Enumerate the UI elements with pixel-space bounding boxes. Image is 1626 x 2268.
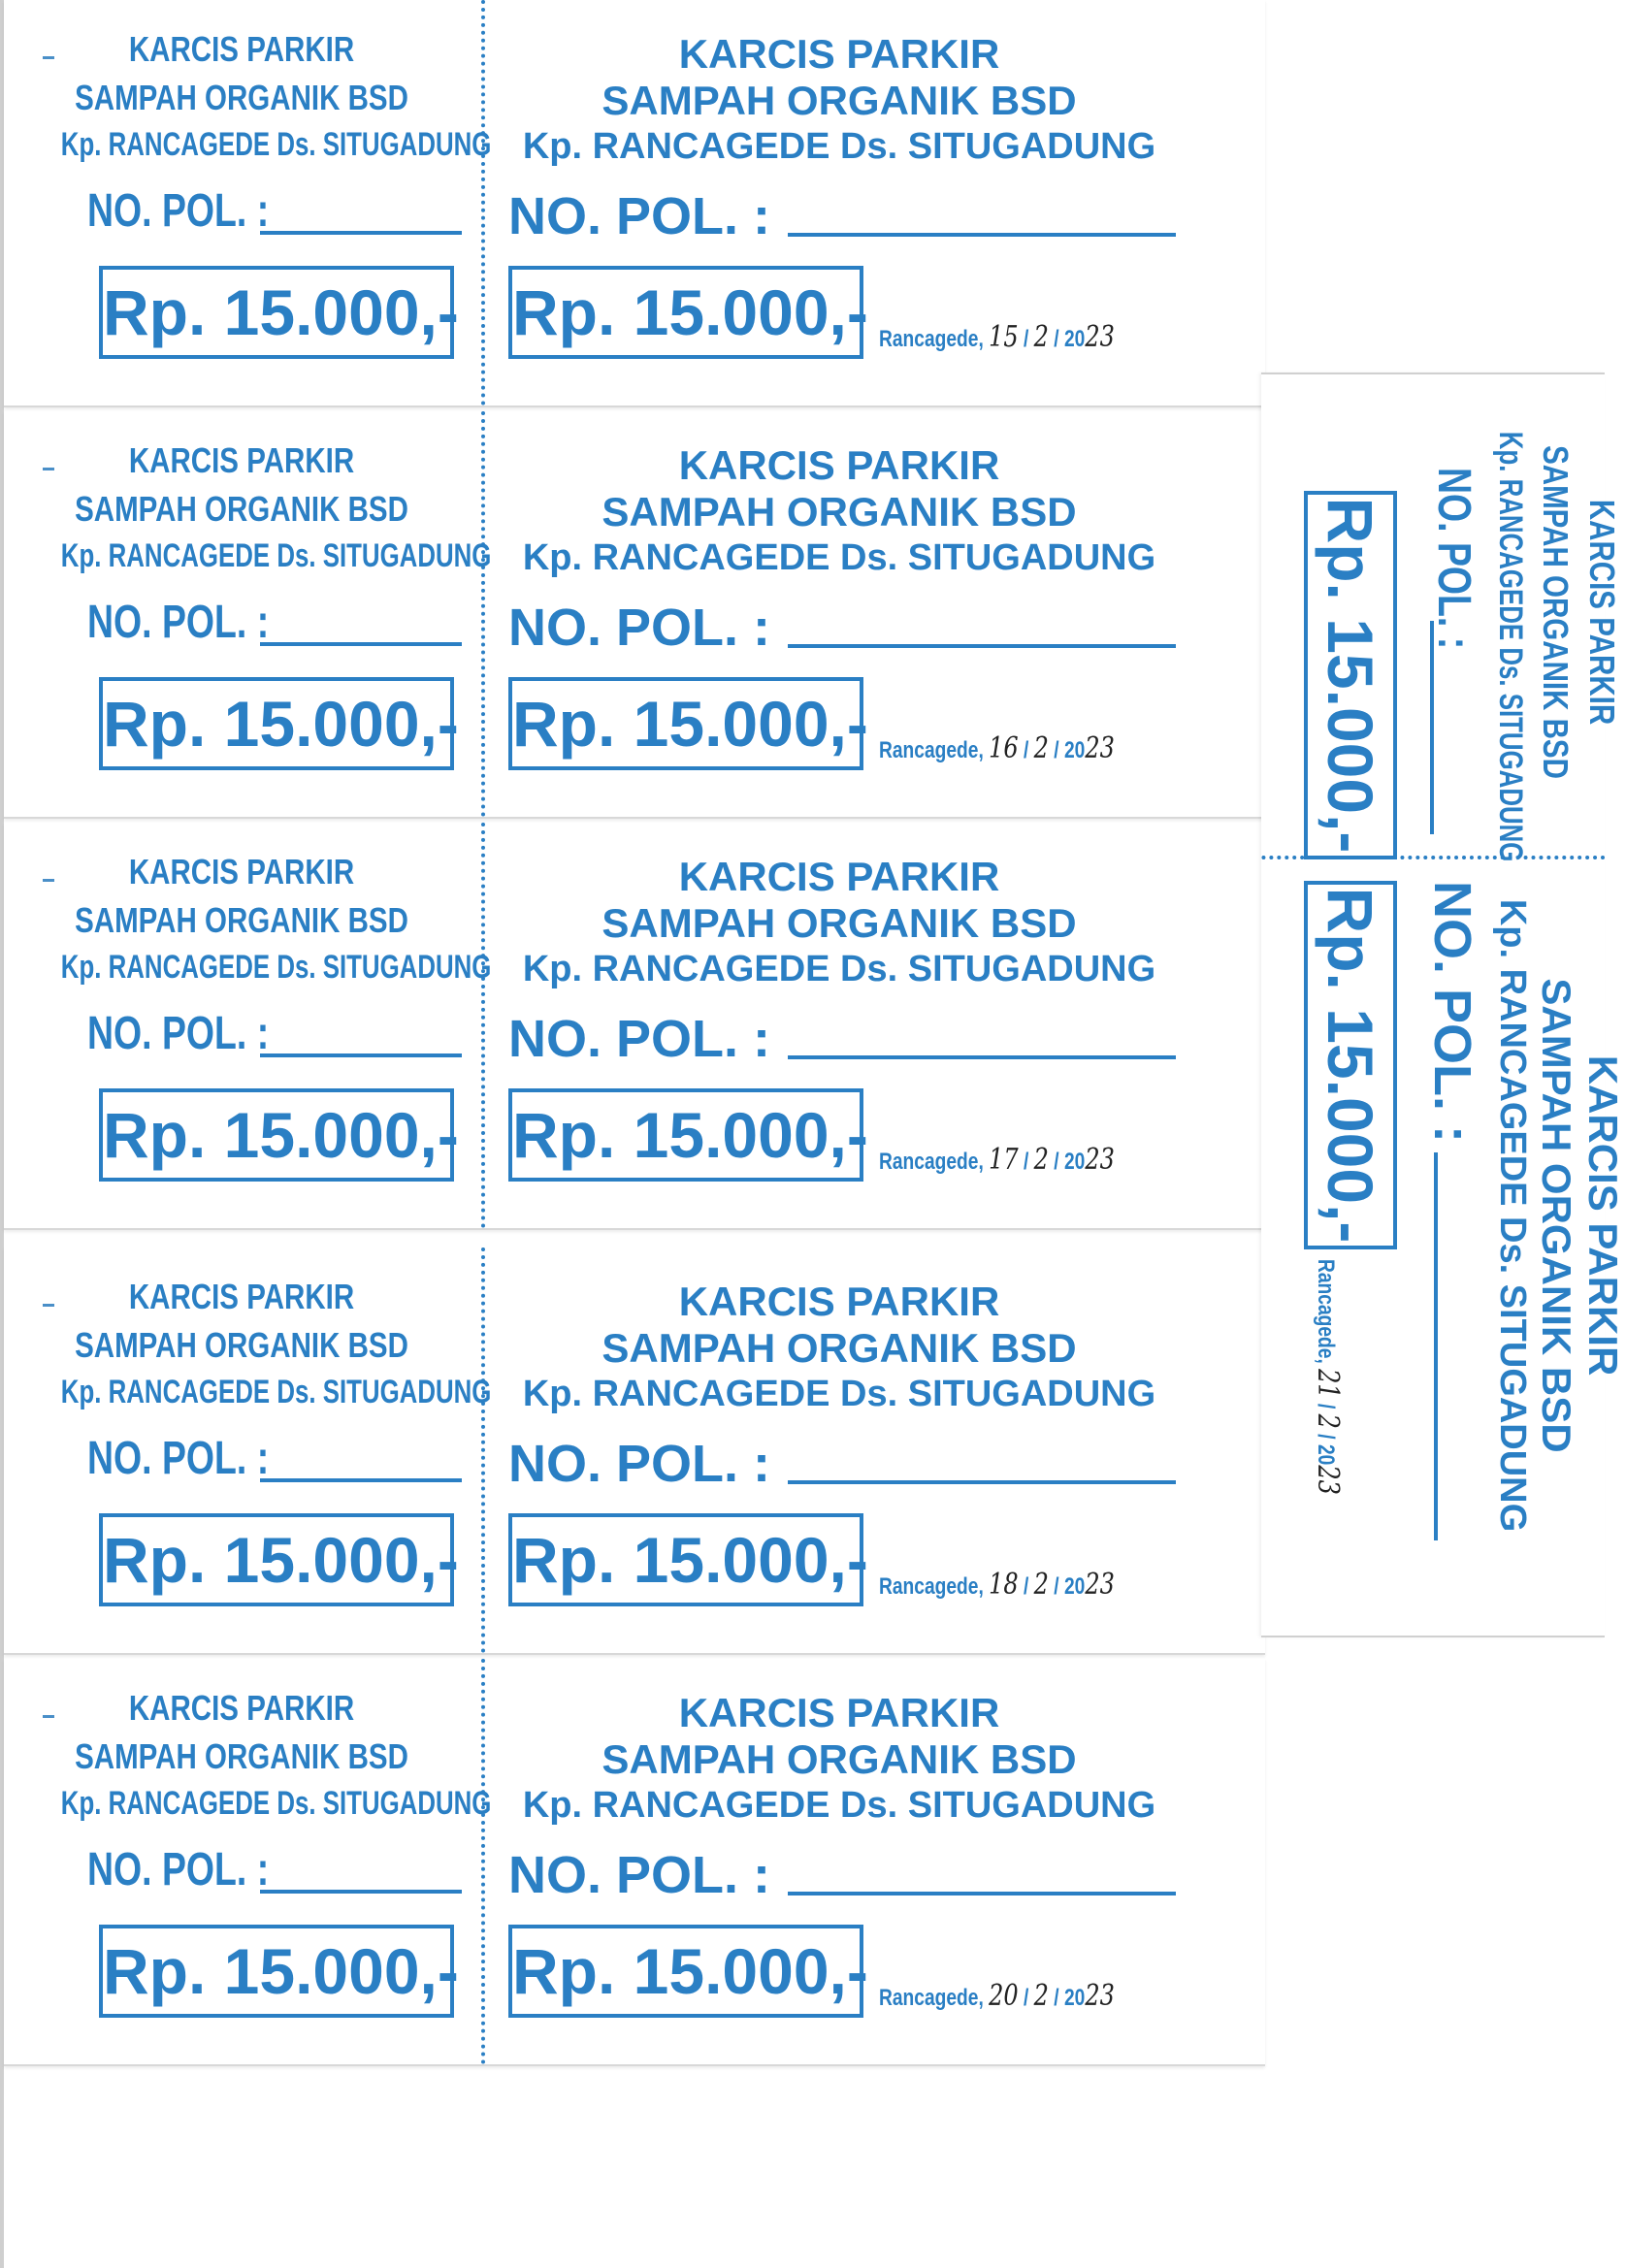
main-subtitle: SAMPAH ORGANIK BSD: [602, 900, 1077, 946]
date-day: 18: [989, 1568, 1019, 1602]
date-year: 23: [1311, 1465, 1345, 1495]
place-label: Rancagede,: [879, 1149, 984, 1175]
date-month: 2: [1033, 1568, 1049, 1602]
stub-nopol-label: NO. POL. :: [1428, 468, 1480, 650]
stub-address: Kp. RANCAGEDE Ds. SITUGADUNG: [60, 949, 492, 986]
stub-nopol-label: NO. POL. :: [87, 1433, 270, 1484]
year-prefix: 20: [1063, 1573, 1086, 1600]
parking-ticket-4: [4, 1247, 1265, 1655]
date-year: 23: [1085, 1979, 1115, 2013]
stub-nopol-line: [260, 1053, 462, 1057]
main-title: KARCIS PARKIR: [678, 1690, 1000, 1735]
main-title: KARCIS PARKIR: [1580, 1054, 1626, 1377]
stub-title: KARCIS PARKIR: [128, 1688, 355, 1728]
stub-subtitle: SAMPAH ORGANIK BSD: [75, 489, 408, 529]
place-date: Rancagede, 15 / 2 / 2023: [879, 320, 1115, 354]
ticket-stub: [4, 1247, 492, 1653]
stub-price-box: Rp. 15.000,-: [99, 1513, 454, 1606]
main-address: Kp. RANCAGEDE Ds. SITUGADUNG: [522, 949, 1156, 989]
ticket-stub: [4, 823, 492, 1228]
year-prefix: 20: [1063, 1149, 1086, 1175]
parking-ticket-5: [4, 1659, 1265, 2066]
ticket-main: [485, 0, 1265, 405]
stub-price-box: Rp. 15.000,-: [99, 266, 454, 359]
stub-price-box: Rp. 15.000,-: [1304, 491, 1397, 859]
place-date: Rancagede, 16 / 2 / 2023: [879, 731, 1115, 765]
ticket-main: [485, 1659, 1265, 2064]
main-address: Kp. RANCAGEDE Ds. SITUGADUNG: [522, 126, 1156, 167]
main-subtitle: SAMPAH ORGANIK BSD: [1534, 978, 1579, 1453]
date-day: 15: [989, 320, 1019, 354]
ticket-stub: [1261, 374, 1622, 862]
stub-address: Kp. RANCAGEDE Ds. SITUGADUNG: [60, 126, 492, 163]
stub-subtitle: SAMPAH ORGANIK BSD: [1536, 445, 1576, 779]
ticket-main: [1261, 861, 1626, 1636]
parking-ticket-1: [4, 0, 1265, 407]
stub-nopol-label: NO. POL. :: [87, 1844, 270, 1895]
date-year: 23: [1085, 320, 1115, 354]
place-date: Rancagede, 18 / 2 / 2023: [879, 1568, 1115, 1602]
date-year: 23: [1085, 731, 1115, 765]
stub-price-box: Rp. 15.000,-: [99, 1088, 454, 1182]
main-nopol-line: [788, 1892, 1176, 1895]
date-day: 20: [989, 1979, 1019, 2013]
ticket-stub: [4, 411, 492, 817]
main-price-box: Rp. 15.000,-: [508, 677, 863, 770]
main-nopol-line: [788, 1055, 1176, 1059]
place-date: Rancagede, 21 / 2 / 2023: [1311, 1259, 1345, 1495]
place-label: Rancagede,: [879, 326, 984, 352]
main-nopol-label: NO. POL. :: [508, 1435, 770, 1493]
main-price-box: Rp. 15.000,-: [508, 1925, 863, 2018]
stub-subtitle: SAMPAH ORGANIK BSD: [75, 1325, 408, 1365]
stub-subtitle: SAMPAH ORGANIK BSD: [75, 1736, 408, 1776]
main-nopol-line: [788, 644, 1176, 648]
parking-ticket-2: [4, 411, 1265, 819]
main-subtitle: SAMPAH ORGANIK BSD: [602, 489, 1077, 535]
place-label: Rancagede,: [879, 1573, 984, 1600]
date-month: 2: [1033, 1979, 1049, 2013]
year-prefix: 20: [1063, 737, 1086, 763]
stub-title: KARCIS PARKIR: [128, 852, 355, 891]
stub-address: Kp. RANCAGEDE Ds. SITUGADUNG: [60, 1785, 492, 1822]
ticket-stub: [4, 0, 492, 405]
stub-nopol-label: NO. POL. :: [87, 597, 270, 648]
stub-title: KARCIS PARKIR: [1582, 499, 1622, 726]
date-month: 2: [1033, 1143, 1049, 1177]
main-nopol-label: NO. POL. :: [508, 1846, 770, 1904]
main-price-box: Rp. 15.000,-: [508, 1088, 863, 1182]
main-subtitle: SAMPAH ORGANIK BSD: [602, 1325, 1077, 1371]
main-nopol-label: NO. POL. :: [1423, 881, 1481, 1143]
date-month: 2: [1033, 320, 1049, 354]
place-date: Rancagede, 17 / 2 / 2023: [879, 1143, 1115, 1177]
main-price-box: Rp. 15.000,-: [508, 1513, 863, 1606]
main-nopol-line: [1434, 1152, 1438, 1540]
stub-title: KARCIS PARKIR: [128, 1277, 355, 1316]
parking-ticket-3: [4, 823, 1265, 1230]
stub-title: KARCIS PARKIR: [128, 440, 355, 480]
date-day: 21: [1311, 1369, 1345, 1399]
place-label: Rancagede,: [1313, 1259, 1339, 1364]
stub-nopol-line: [260, 642, 462, 646]
stub-nopol-line: [260, 1478, 462, 1482]
date-month: 2: [1033, 731, 1049, 765]
rotated-ticket-content: [1261, 374, 1626, 1636]
main-title: KARCIS PARKIR: [678, 854, 1000, 899]
date-month: 2: [1311, 1413, 1345, 1429]
stub-nopol-label: NO. POL. :: [87, 1008, 270, 1059]
place-label: Rancagede,: [879, 737, 984, 763]
main-title: KARCIS PARKIR: [678, 1279, 1000, 1324]
main-price-box: Rp. 15.000,-: [508, 266, 863, 359]
stub-subtitle: SAMPAH ORGANIK BSD: [75, 900, 408, 940]
main-title: KARCIS PARKIR: [678, 31, 1000, 77]
main-subtitle: SAMPAH ORGANIK BSD: [602, 1736, 1077, 1782]
main-nopol-line: [788, 1480, 1176, 1484]
main-nopol-label: NO. POL. :: [508, 599, 770, 657]
main-price-box: Rp. 15.000,-: [1304, 881, 1397, 1249]
main-address: Kp. RANCAGEDE Ds. SITUGADUNG: [522, 537, 1156, 578]
stub-subtitle: SAMPAH ORGANIK BSD: [75, 78, 408, 117]
main-title: KARCIS PARKIR: [678, 442, 1000, 488]
stub-nopol-line: [260, 1890, 462, 1894]
perforation-line: [1261, 856, 1605, 859]
ticket-stub: [4, 1659, 492, 2064]
main-nopol-line: [788, 233, 1176, 237]
year-prefix: 20: [1063, 326, 1086, 352]
stub-address: Kp. RANCAGEDE Ds. SITUGADUNG: [60, 537, 492, 574]
ticket-main: [485, 411, 1265, 817]
place-label: Rancagede,: [879, 1985, 984, 2011]
date-day: 16: [989, 731, 1019, 765]
date-year: 23: [1085, 1143, 1115, 1177]
main-address: Kp. RANCAGEDE Ds. SITUGADUNG: [522, 1374, 1156, 1414]
stub-nopol-line: [260, 231, 462, 235]
stub-address: Kp. RANCAGEDE Ds. SITUGADUNG: [60, 1374, 492, 1410]
ticket-main: [485, 823, 1265, 1228]
rotated-parking-ticket: [1261, 373, 1626, 1637]
main-nopol-label: NO. POL. :: [508, 1010, 770, 1068]
stub-nopol-label: NO. POL. :: [87, 185, 270, 237]
stub-price-box: Rp. 15.000,-: [99, 677, 454, 770]
date-day: 17: [989, 1143, 1019, 1177]
year-prefix: 20: [1313, 1443, 1339, 1466]
stub-address: Kp. RANCAGEDE Ds. SITUGADUNG: [1492, 431, 1529, 862]
main-address: Kp. RANCAGEDE Ds. SITUGADUNG: [1492, 898, 1533, 1533]
year-prefix: 20: [1063, 1985, 1086, 2011]
place-date: Rancagede, 20 / 2 / 2023: [879, 1979, 1115, 2013]
stub-nopol-line: [1430, 621, 1434, 834]
stub-price-box: Rp. 15.000,-: [99, 1925, 454, 2018]
main-nopol-label: NO. POL. :: [508, 187, 770, 245]
main-address: Kp. RANCAGEDE Ds. SITUGADUNG: [522, 1785, 1156, 1826]
ticket-main: [485, 1247, 1265, 1653]
main-subtitle: SAMPAH ORGANIK BSD: [602, 78, 1077, 123]
stub-title: KARCIS PARKIR: [128, 29, 355, 69]
date-year: 23: [1085, 1568, 1115, 1602]
